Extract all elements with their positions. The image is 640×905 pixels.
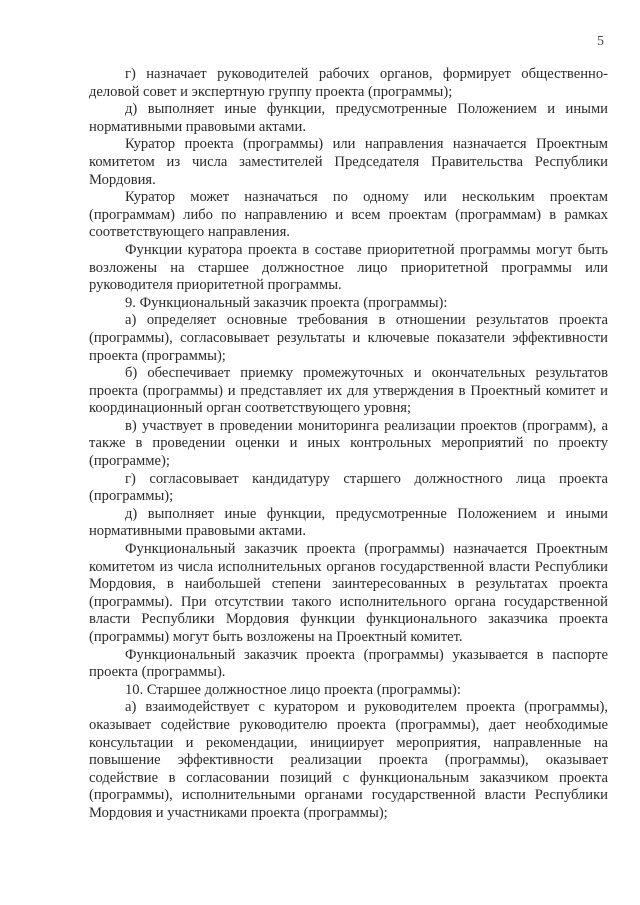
paragraph-9: в) участвует в проведении мониторинга реализации проектов (программ), а также в проведении оценки и иных контрольных мероприятий по проекту (программе); bbox=[89, 417, 608, 470]
paragraph-12: Функциональный заказчик проекта (программы) назначается Проектным комитетом из числа исполнительных органов государственной власти Республики Мордовия, в наибольшей степени заинтересованных в результатах проекта (программы). При отсутствии такого исполнительного органа государственной власти Республики Мордовия функции функционального заказчика проекта (программы) могут быть возложены на Проектный комитет. bbox=[89, 541, 608, 645]
paragraph-1: г) назначает руководителей рабочих органов, формирует общественно-деловой совет и экспертную группу проекта (программы); bbox=[89, 66, 608, 100]
paragraph-13: Функциональный заказчик проекта (программы) указывается в паспорте проекта (программы). bbox=[89, 646, 608, 681]
paragraph-3: Куратор проекта (программы) или направления назначается Проектным комитетом из числа заместителей Председателя Правительства Республики Мордовия. bbox=[89, 136, 608, 188]
paragraph-8: б) обеспечивает приемку промежуточных и окончательных результатов проекта (программы) и представляет их для утверждения в Проектный комитет и координационный орган соответствующего уровня; bbox=[89, 365, 608, 417]
document-body bbox=[89, 66, 608, 823]
paragraph-14: 10. Старшее должностное лицо проекта (программы): bbox=[125, 681, 461, 698]
paragraph-7: а) определяет основные требования в отношении результатов проекта (программы), согласовывает результаты и ключевые показатели эффективности проекта (программы); bbox=[89, 312, 608, 364]
paragraph-5: Функции куратора проекта в составе приоритетной программы могут быть возложены на старшее должностное лицо приоритетной программы или руководителя приоритетной программы. bbox=[89, 241, 608, 294]
paragraph-4: Куратор может назначаться по одному или нескольким проектам (программам) либо по направлению и всем проектам (программам) в рамках соответствующего направления. bbox=[89, 189, 608, 241]
paragraph-15: а) взаимодействует с куратором и руководителем проекта (программы), оказывает содействие руководителю проекта (программы), дает необходимые консультации и рекомендации, инициирует мероприятия, направленные на повышение эффективности реализации проекта (программы), оказывает содействие в согласовании позиций с функциональным заказчиком проекта (программы), исполнительными органами государственной власти Республики Мордовия и участниками проекта (программы); bbox=[89, 699, 608, 821]
paragraph-6: 9. Функциональный заказчик проекта (программы): bbox=[125, 294, 448, 311]
page-number: 5 bbox=[597, 34, 604, 49]
paragraph-2: д) выполняет иные функции, предусмотренные Положением и иными нормативными правовыми актами. bbox=[89, 101, 608, 135]
paragraph-11: д) выполняет иные функции, предусмотренные Положением и иными нормативными правовыми актами. bbox=[89, 505, 608, 540]
paragraph-10: г) согласовывает кандидатуру старшего должностного лица проекта (программы); bbox=[89, 470, 608, 505]
